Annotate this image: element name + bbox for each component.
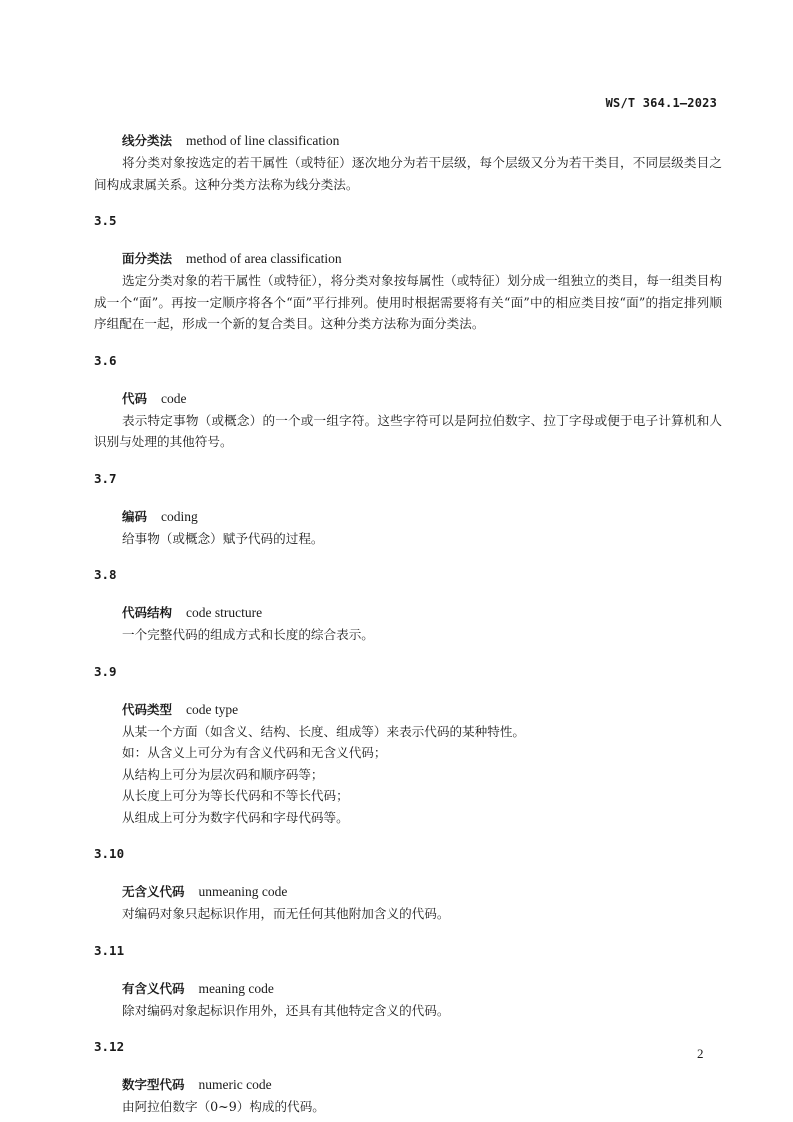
term-definition: 由阿拉伯数字（0~9）构成的代码。 xyxy=(122,1099,325,1114)
clause-3-10 xyxy=(94,844,722,925)
clause-line-classification xyxy=(94,130,722,195)
clause-number: 3.8 xyxy=(94,567,117,582)
term-english: code structure xyxy=(186,605,263,620)
page-number: 2 xyxy=(697,1046,704,1061)
note-line: 如：从含义上可分为有含义代码和无含义代码； xyxy=(122,745,387,760)
term-definition: 将分类对象按选定的若干属性（或特征）逐次地分为若干层级，每个层级又分为若干类目，不同层级类目之间构成隶属关系。这种分类方法称为线分类法。 xyxy=(94,155,722,192)
term-chinese: 编码 xyxy=(122,508,148,524)
term-chinese: 线分类法 xyxy=(122,133,173,148)
term-english: unmeaning code xyxy=(198,884,288,899)
term-definition: 除对编码对象起标识作用外，还具有其他特定含义的代码。 xyxy=(122,1002,450,1018)
term-english: meaning code xyxy=(198,980,274,996)
clause-number: 3.5 xyxy=(94,213,117,228)
term-heading xyxy=(94,699,722,721)
term-heading xyxy=(94,506,722,528)
term-english: code type xyxy=(186,701,239,717)
term-chinese: 面分类法 xyxy=(122,251,173,266)
term-definition: 选定分类对象的若干属性（或特征），将分类对象按每属性（或特征）划分成一组独立的类目，每一组类目构成一个“面”。再按一定顺序将各个“面”平行排列。使用时根据需要将有关“面”中的相应类目按“面”的指定排列顺序组配在一起，形成一个新的复合类目。这种分类方法称为面分类法。 xyxy=(94,273,722,331)
term-definition: 表示特定事物（或概念）的一个或一组字符。这些字符可以是阿拉伯数字、拉丁字母或便于电子计算机和人识别与处理的其他符号。 xyxy=(94,412,722,449)
term-definition: 一个完整代码的组成方式和长度的综合表示。 xyxy=(122,627,374,642)
clause-number: 3.12 xyxy=(94,1039,125,1054)
clause-3-12 xyxy=(94,1037,722,1118)
term-chinese: 代码类型 xyxy=(122,701,173,717)
clause-3-7 xyxy=(94,469,722,550)
term-heading xyxy=(94,1074,722,1096)
term-heading xyxy=(94,130,722,152)
term-chinese: 代码 xyxy=(122,390,148,406)
clause-number: 3.11 xyxy=(94,942,125,958)
term-english: numeric code xyxy=(198,1077,272,1092)
term-heading xyxy=(94,388,722,410)
note-line: 从组成上可分为数字代码和字母代码等。 xyxy=(122,809,349,825)
term-definition: 从某一个方面（如含义、结构、长度、组成等）来表示代码的某种特性。 xyxy=(122,723,525,739)
term-english: method of line classification xyxy=(186,133,340,148)
term-heading xyxy=(94,978,722,1000)
term-chinese: 有含义代码 xyxy=(122,980,185,996)
clause-3-11 xyxy=(94,941,722,1022)
note-line: 从长度上可分为等长代码和不等长代码； xyxy=(122,788,349,803)
standard-code-header: WS/T 364.1—2023 xyxy=(605,96,717,110)
clause-number: 3.9 xyxy=(94,663,117,679)
term-chinese: 无含义代码 xyxy=(122,884,185,899)
term-english: code xyxy=(161,390,187,406)
clause-number: 3.7 xyxy=(94,470,117,486)
clause-3-9 xyxy=(94,662,722,829)
clause-number: 3.10 xyxy=(94,846,125,861)
term-english: coding xyxy=(161,508,198,524)
term-heading xyxy=(94,248,722,270)
clause-3-8 xyxy=(94,565,722,646)
term-chinese: 数字型代码 xyxy=(122,1077,185,1092)
term-definition: 对编码对象只起标识作用，而无任何其他附加含义的代码。 xyxy=(122,906,450,921)
term-heading xyxy=(94,602,722,624)
term-heading xyxy=(94,881,722,903)
clause-number: 3.6 xyxy=(94,352,117,368)
clause-3-5 xyxy=(94,211,722,335)
term-english: method of area classification xyxy=(186,251,342,266)
term-chinese: 代码结构 xyxy=(122,605,173,620)
term-definition: 给事物（或概念）赋予代码的过程。 xyxy=(122,530,324,546)
clause-3-6 xyxy=(94,351,722,453)
document-body xyxy=(94,130,722,1118)
note-line: 从结构上可分为层次码和顺序码等； xyxy=(122,766,324,782)
